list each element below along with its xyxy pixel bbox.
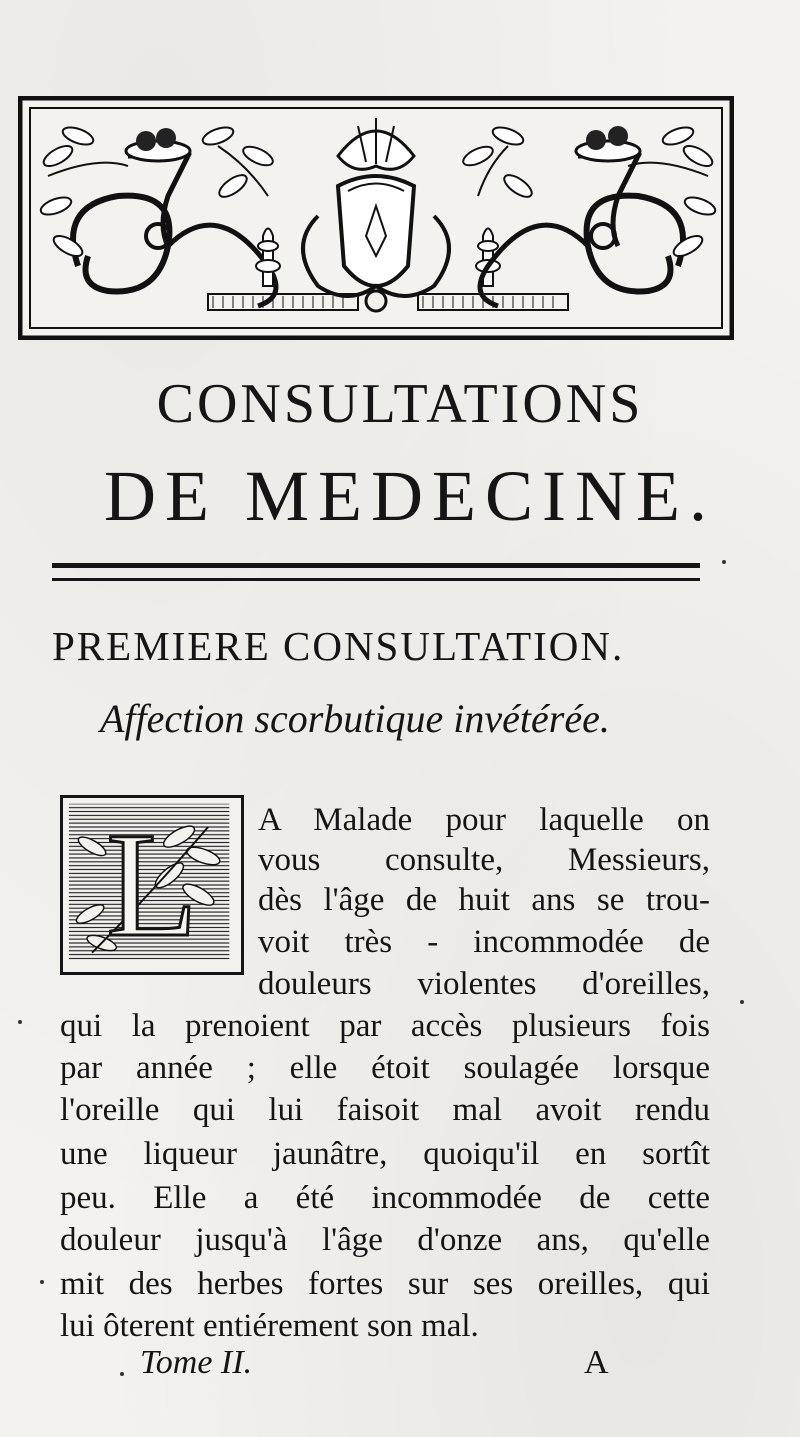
ink-speck (120, 1372, 124, 1376)
dropcap-letter: L (106, 802, 198, 968)
body-line: dès l'âge de huit ans se trou- (258, 882, 710, 918)
double-rule-bottom (52, 578, 700, 581)
page-title-line1: CONSULTATIONS (156, 373, 644, 435)
body-line: qui la prenoient par accès plusieurs fois (60, 1008, 710, 1044)
section-subtitle: Affection scorbutique invétérée. (100, 696, 610, 741)
page-title-line2: DE MEDECINE. (104, 456, 716, 536)
body-line: peu. Elle a été incommodée de cette (60, 1180, 710, 1216)
body-line: douleur jusqu'à l'âge d'onze ans, qu'elle (60, 1222, 710, 1258)
ink-speck (18, 1020, 22, 1024)
body-line: l'oreille qui lui faisoit mal avoit rendu (60, 1092, 710, 1128)
ornamental-headpiece-icon (18, 96, 734, 340)
ink-speck (40, 1280, 44, 1284)
signature-mark: A (584, 1344, 609, 1381)
body-line: mit des herbes fortes sur ses oreilles, qui (60, 1266, 710, 1302)
ornamental-initial-icon (60, 795, 244, 975)
body-line: A Malade pour laquelle on (258, 802, 710, 838)
body-line: douleurs violentes d'oreilles, (258, 966, 710, 1002)
body-line: voit très - incommodée de (258, 924, 710, 960)
ink-speck (740, 1000, 744, 1004)
section-heading: PREMIERE CONSULTATION. (52, 623, 625, 669)
double-rule-top (52, 563, 700, 568)
ink-speck (722, 560, 726, 564)
body-line: vous consulte, Messieurs, (258, 842, 710, 878)
body-line: par année ; elle étoit soulagée lorsque (60, 1050, 710, 1086)
body-line: lui ôterent entiérement son mal. (60, 1308, 479, 1344)
volume-label: Tome II. (140, 1344, 253, 1381)
body-line: une liqueur jaunâtre, quoiqu'il en sortît (60, 1136, 710, 1172)
